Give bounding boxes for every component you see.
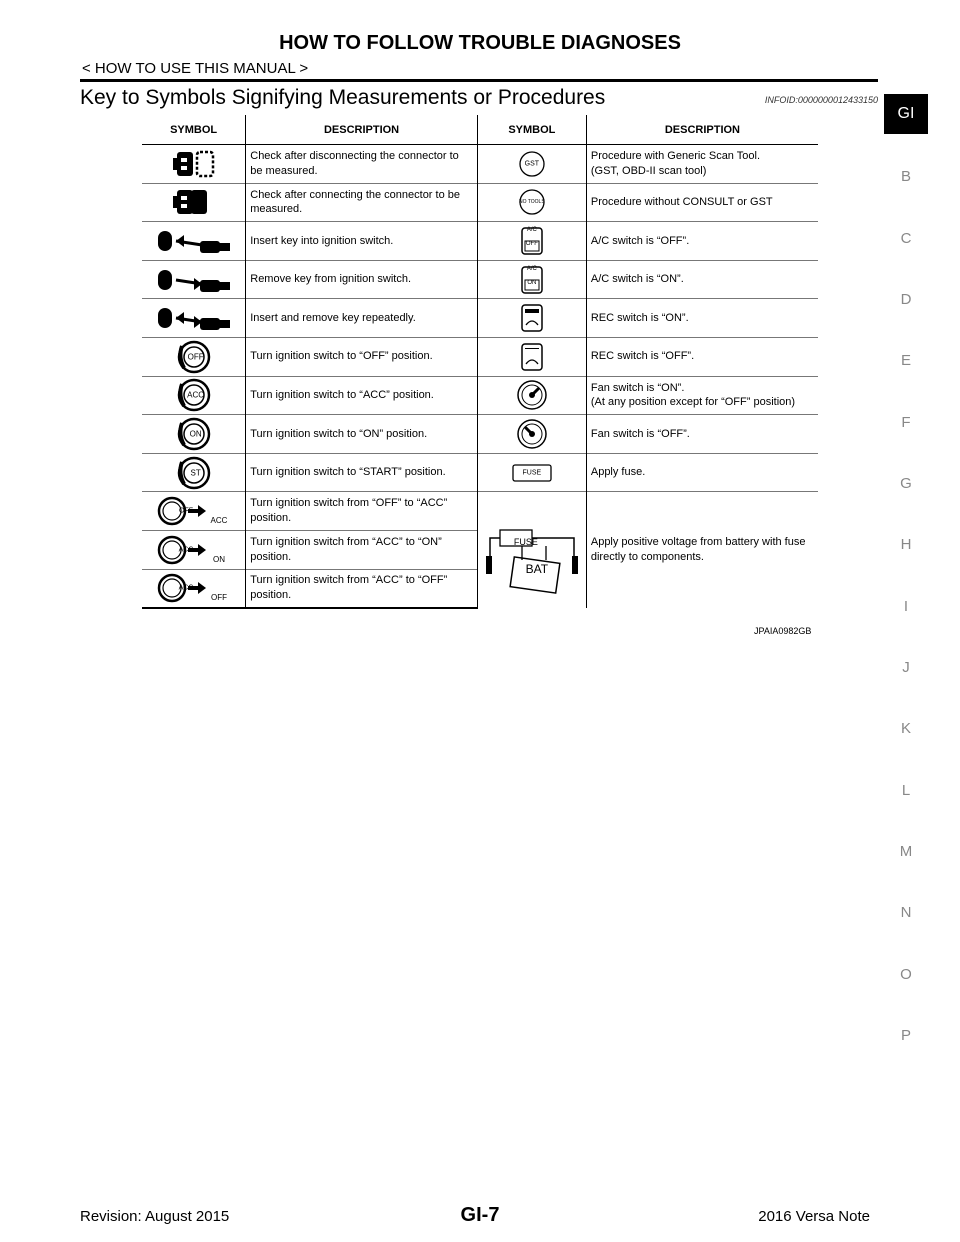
ignition-on-icon xyxy=(142,415,246,454)
symbol-description: Turn ignition switch to “START” position. xyxy=(246,453,478,492)
page-title: HOW TO FOLLOW TROUBLE DIAGNOSES xyxy=(279,32,681,54)
icon-label-from: ACC xyxy=(178,546,194,554)
column-header-symbol: SYMBOL xyxy=(477,115,586,145)
symbol-description: Remove key from ignition switch. xyxy=(246,260,478,299)
side-index-letter[interactable]: J xyxy=(902,659,910,676)
section-tab-gi[interactable]: GI xyxy=(884,94,928,134)
remove-key-icon xyxy=(142,260,246,299)
side-index-letter[interactable]: H xyxy=(900,536,912,553)
icon-label-to: ACC xyxy=(210,515,228,525)
side-index-letter[interactable]: N xyxy=(900,904,912,921)
side-index-letter[interactable]: P xyxy=(900,1027,911,1044)
header-rule xyxy=(80,79,878,82)
symbol-description: Procedure with Generic Scan Tool. (GST, OBD-II scan tool) xyxy=(586,145,818,184)
column-header-description: DESCRIPTION xyxy=(246,115,478,145)
icon-label-bottom: OFF xyxy=(525,241,538,248)
symbols-table xyxy=(142,115,818,609)
table-row xyxy=(142,299,818,338)
fan-on-icon xyxy=(477,376,586,415)
icon-label-bottom: ON xyxy=(527,279,537,286)
symbol-description: Apply fuse. xyxy=(586,453,818,492)
table-row xyxy=(142,492,818,531)
connector-disconnected-icon xyxy=(142,145,246,184)
symbol-description: Check after connecting the connector to be measured. xyxy=(246,183,478,222)
icon-label: ST xyxy=(190,468,201,478)
column-header-symbol: SYMBOL xyxy=(142,115,246,145)
rec-off-icon xyxy=(477,337,586,376)
side-index-letter[interactable]: M xyxy=(899,843,913,860)
column-header-description: DESCRIPTION xyxy=(586,115,818,145)
fuse-icon xyxy=(477,453,586,492)
side-index-letter[interactable]: D xyxy=(900,291,912,308)
ignition-off-to-acc-icon xyxy=(142,492,246,531)
symbol-description: REC switch is “OFF”. xyxy=(586,337,818,376)
icon-label-top: A/C xyxy=(526,265,537,272)
revision-date: Revision: August 2015 xyxy=(80,1208,230,1225)
symbol-description: Turn ignition switch to “OFF” position. xyxy=(246,337,478,376)
icon-label: FUSE xyxy=(522,469,542,477)
symbol-description: Turn ignition switch from “ACC” to “OFF” position. xyxy=(246,569,478,608)
symbol-description: Insert key into ignition switch. xyxy=(246,222,478,261)
side-index-letter[interactable]: O xyxy=(900,966,912,983)
symbol-description: Procedure without CONSULT or GST xyxy=(586,183,818,222)
table-row xyxy=(142,222,818,261)
no-tools-icon xyxy=(477,183,586,222)
side-index-letter[interactable]: E xyxy=(900,352,911,369)
side-index-letter[interactable]: G xyxy=(900,475,912,492)
ignition-acc-to-on-icon xyxy=(142,530,246,569)
table-row xyxy=(142,337,818,376)
ac-on-icon xyxy=(477,260,586,299)
icon-label: ACC xyxy=(187,390,205,400)
icon-label-to: OFF xyxy=(211,593,227,603)
page-number: GI-7 xyxy=(460,1204,500,1226)
side-index-letter[interactable]: F xyxy=(901,414,911,431)
symbol-description: A/C switch is “OFF”. xyxy=(586,222,818,261)
ignition-start-icon xyxy=(142,453,246,492)
symbol-description: Turn ignition switch to “ACC” position. xyxy=(246,376,478,415)
battery-fuse-icon xyxy=(477,492,586,608)
connector-connected-icon xyxy=(142,183,246,222)
ignition-acc-icon xyxy=(142,376,246,415)
fuse-label: FUSE xyxy=(513,537,538,548)
side-index-letter[interactable]: I xyxy=(903,598,909,615)
symbol-description: Insert and remove key repeatedly. xyxy=(246,299,478,338)
side-index-letter[interactable]: K xyxy=(900,720,911,737)
symbol-description: Fan switch is “OFF”. xyxy=(586,415,818,454)
icon-label-from: ACC xyxy=(178,584,194,592)
icon-label: OFF xyxy=(187,352,204,362)
symbol-description: Fan switch is “ON”. (At any position except for “OFF” position) xyxy=(586,376,818,415)
gst-icon xyxy=(477,145,586,184)
figure-reference: JPAIA0982GB xyxy=(754,626,812,636)
side-index-letter[interactable]: L xyxy=(901,782,911,799)
insert-key-icon xyxy=(142,222,246,261)
symbol-description: Check after disconnecting the connector to be measured. xyxy=(246,145,478,184)
side-index-letter[interactable]: B xyxy=(900,168,911,185)
icon-label-from: OFF xyxy=(179,507,193,515)
symbol-description: A/C switch is “ON”. xyxy=(586,260,818,299)
icon-label: NO TOOLS xyxy=(519,199,545,206)
battery-label: BAT xyxy=(525,562,549,577)
insert-remove-key-icon xyxy=(142,299,246,338)
symbol-description: REC switch is “ON”. xyxy=(586,299,818,338)
side-index-letter[interactable]: C xyxy=(900,230,912,247)
table-row xyxy=(142,183,818,222)
fan-off-icon xyxy=(477,415,586,454)
symbol-description: Turn ignition switch from “ACC” to “ON” position. xyxy=(246,530,478,569)
ac-off-icon xyxy=(477,222,586,261)
icon-label: ON xyxy=(189,429,202,439)
rec-on-icon xyxy=(477,299,586,338)
symbol-description: Turn ignition switch from “OFF” to “ACC” position. xyxy=(246,492,478,531)
symbol-description: Turn ignition switch to “ON” position. xyxy=(246,415,478,454)
vehicle-model: 2016 Versa Note xyxy=(758,1208,870,1225)
section-title: Key to Symbols Signifying Measurements or Procedures xyxy=(80,86,606,109)
ignition-off-icon xyxy=(142,337,246,376)
table-row xyxy=(142,145,818,184)
symbol-description: Apply positive voltage from battery with fuse directly to components. xyxy=(586,492,818,608)
table-row xyxy=(142,260,818,299)
info-id: INFOID:0000000012433150 xyxy=(764,95,878,105)
ignition-acc-to-off-icon xyxy=(142,569,246,608)
table-row xyxy=(142,415,818,454)
icon-label-top: A/C xyxy=(526,227,537,234)
icon-label-to: ON xyxy=(213,554,225,564)
breadcrumb: < HOW TO USE THIS MANUAL > xyxy=(82,60,309,77)
table-row xyxy=(142,376,818,415)
icon-label: GST xyxy=(524,160,540,168)
table-row xyxy=(142,453,818,492)
